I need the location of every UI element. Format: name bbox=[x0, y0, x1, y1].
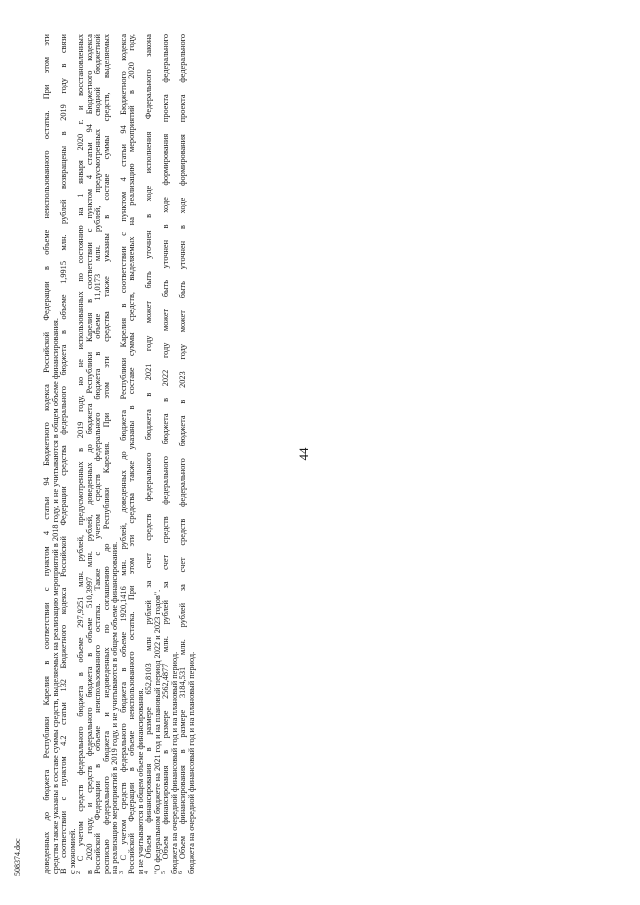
footnote-text: Объем финансирования в размере 3184,531 млн. рублей за счет средств федерального бюджета в 2023 году может быть уточнен в ходе формирования проекта федерального bbox=[178, 34, 187, 871]
footnote-4 bbox=[145, 34, 162, 874]
document-id: 508374.doc bbox=[13, 838, 22, 876]
text-line: в 2020 году, и средств федерального бюджета в объеме 510,3997 млн. рублей, доведенных до бюджета Республики Карелия в соответствии с пунктом 4 статьи 94 Бюджетного кодекса bbox=[84, 34, 94, 874]
footnote-marker: 5 bbox=[161, 871, 167, 874]
footnote-text: Объем финансирования в размере 2562,4877 млн. рублей за счет средств федерального бюджета в 2022 году может быть уточнен в ходе формирования проекта федерального bbox=[161, 34, 170, 871]
footnote-2 bbox=[77, 34, 120, 874]
footnote-5 bbox=[162, 34, 179, 874]
text-line: бюджета на очередной финансовый год и на плановый период. bbox=[169, 651, 179, 874]
text-line: бюджета на очередной финансовый год и на плановый период. bbox=[186, 651, 196, 874]
footnote-marker: 3 bbox=[118, 871, 125, 874]
footnote-marker: 4 bbox=[144, 871, 150, 874]
text-line: Российской Федерации в объеме неиспользованного остатка. Также с учетом средств федерального бюджета в объеме 11,0173 млн. рублей, предусмотренных сводной бюджетной bbox=[93, 34, 102, 874]
footnote-text: Объем финансирования в размере 652,8103 млн рублей за счет средств федерального бюджета в 2021 году может быть уточнен в ходе исполнения Федерального закона bbox=[144, 34, 153, 871]
text-line: Российской Федерации в объеме неиспользованного остатка. При этом эти средства также указаны в составе суммы средств, выделяемых на реализацию мероприятий в 2020 году, bbox=[127, 34, 136, 874]
page-number: 44 bbox=[296, 447, 311, 461]
footnote-text: С учетом средств федерального бюджета в объеме 297,9251 млн. рублей, предусмотренных в 2019 году, но не использованных по состоянию на 1 января 2020 г. и восстановленных bbox=[76, 34, 85, 871]
footnote-text: С учетом средств федерального бюджета в объеме 1920,1416 млн. рублей, доведенных до бюджета Республики Карелия в соответствии с пунктом 4 статьи 94 Бюджетного кодекса bbox=[118, 34, 128, 871]
footnotes-block bbox=[43, 34, 293, 874]
rotated-page-content bbox=[43, 34, 313, 874]
text-line: В соответствии с пунктом 4.2 статьи 132 Бюджетного кодекса Российской Федерации средства федерального бюджета в объеме 1,9915 млн. рублей возвращены в 2019 году в связи bbox=[59, 34, 68, 874]
text-line: доведенных до бюджета Республики Карелия в соответствии с пунктом 4 статьи 94 Бюджетного кодекса Российской Федерации в объеме неиспользованного остатка. При этом эти bbox=[42, 34, 51, 874]
footnote-3 bbox=[120, 34, 146, 874]
text-line: "О федеральном бюджете на 2021 год и на плановый период 2022 и 2023 годов". bbox=[152, 589, 162, 874]
text-line: средства также указаны в составе суммы средств, выделяемых на реализацию мероприятий в 2018 году, и не учитываются в общем объеме финансирования. bbox=[50, 318, 60, 874]
footnote-continuation bbox=[43, 34, 77, 874]
text-line: с экономией. bbox=[67, 828, 77, 874]
footnote-marker: 6 bbox=[178, 871, 184, 874]
text-line: и не учитываются в общем объеме финансирования. bbox=[135, 688, 145, 874]
footnote-marker: 2 bbox=[76, 871, 82, 874]
footnote-6 bbox=[179, 34, 196, 874]
text-line: на реализацию мероприятий в 2019 году, и не учитываются в общем объеме финансирования. bbox=[110, 541, 119, 874]
text-line: росписью федерального бюджета и недоведенных по соглашению до Республики Карелия. При этом эти средства также указаны в составе суммы средств, выделяемых bbox=[101, 34, 111, 874]
